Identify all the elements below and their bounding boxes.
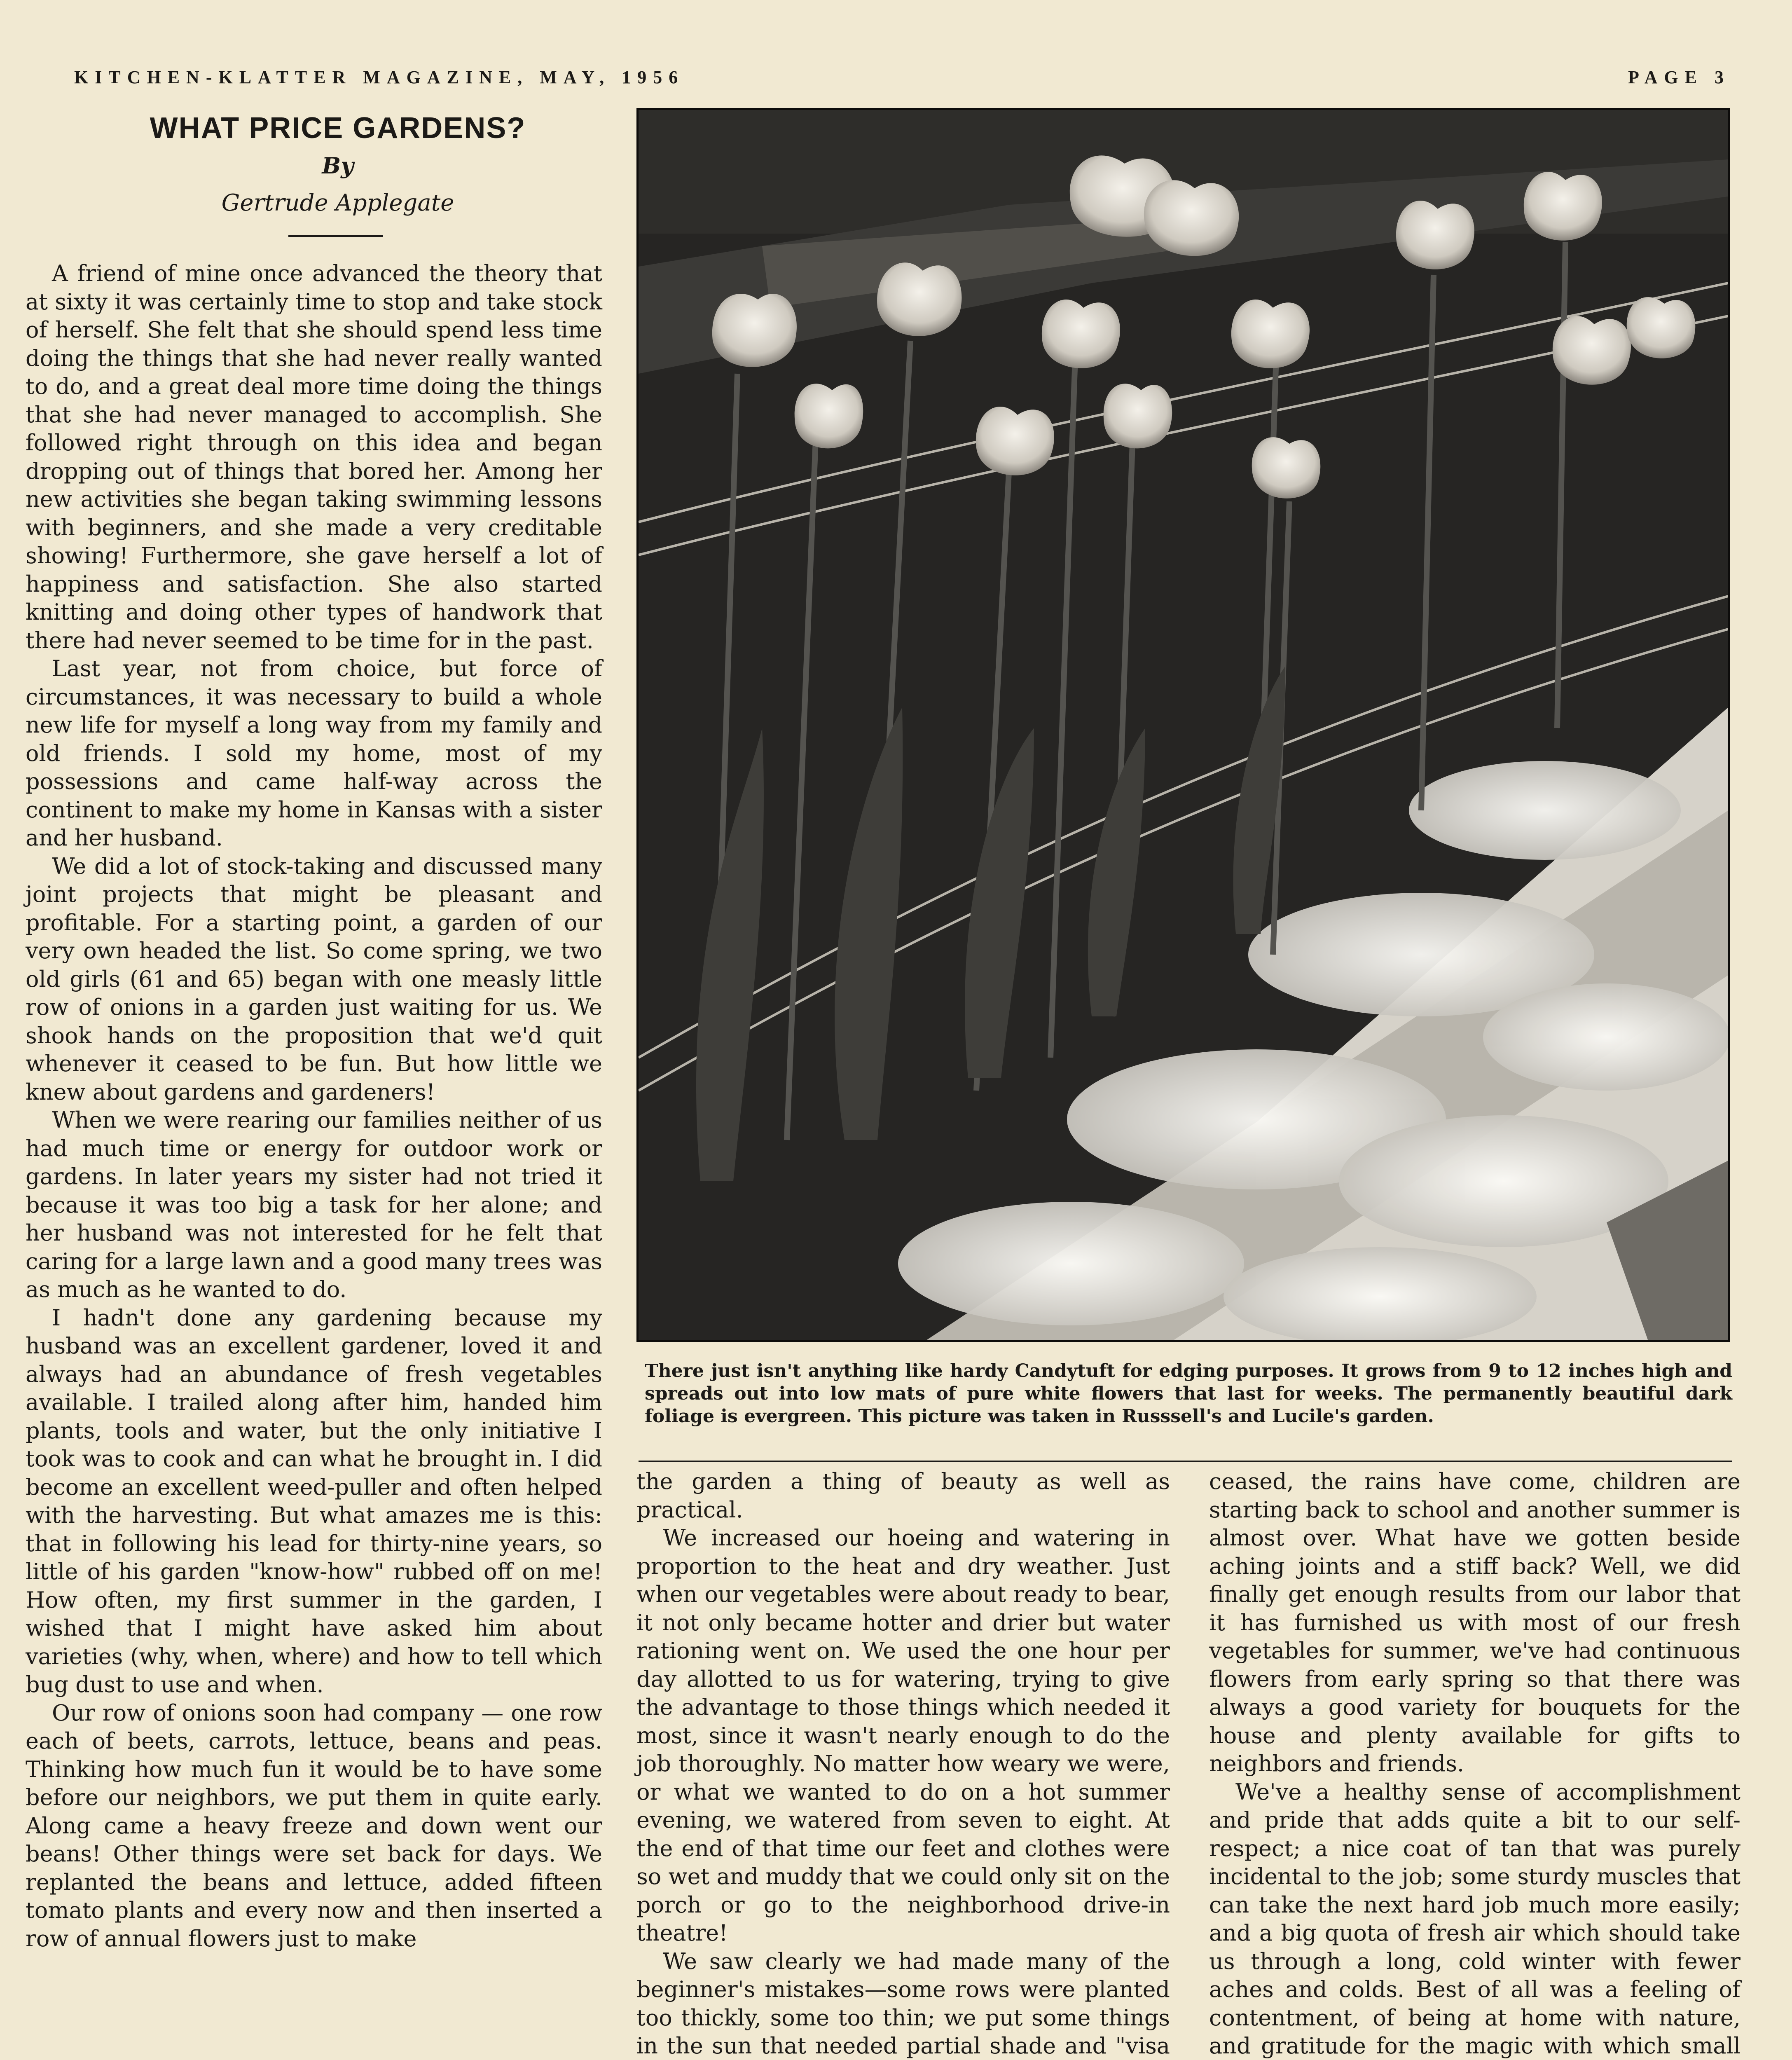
article-column-3 <box>1209 1468 1741 2060</box>
paragraph: Last year, not from choice, but force of circumstances, it was necessary to build a whole new life for myself a long way from my family and old friends. I sold my home, most of my possessions and came half-way across the continent to make my home in Kansas with a sister and her husband. <box>26 655 602 851</box>
paragraph: Our row of onions soon had company — one row each of beets, carrots, lettuce, beans and peas. Thinking how much fun it would be to have some before our neighbors, we put them in quite early. Along came a heavy freeze and down went our beans! Other things were set back for days. We replanted the beans and lettuce, added fifteen tomato plants and every now and then inserted a row of annual flowers just to make <box>26 1700 602 1952</box>
paragraph: ceased, the rains have come, children are starting back to school and another summer is almost over. What have we gotten beside aching joints and a stiff back? Well, we did finally get enough results from our labor that it has furnished us with most of our fresh vegetables for summer, we've had continuous flowers from early spring so that there was always a good variety for bouquets for the house and plenty available for gifts to neighbors and friends. <box>1209 1468 1741 1777</box>
running-head <box>74 67 1730 96</box>
paragraph: the garden a thing of beauty as well as practical. <box>636 1468 1170 1523</box>
paragraph: We did a lot of stock-taking and discussed many joint projects that might be pleasant and profitable. For a starting point, a garden of our very own headed the list. So come spring, we two old girls (61 and 65) began with one measly little row of onions in a garden just waiting for us. We shook hands on the proposition that we'd quit whenever it ceased to be fun. But how little we knew about gardens and gardeners! <box>26 853 602 1105</box>
paragraph: A friend of mine once advanced the theory that at sixty it was certainly time to stop and take stock of herself. She felt that she should spend less time doing the things that she had never really wanted to do, and a great deal more time doing the things that she had never managed to accomplish. She followed right through on this idea and began dropping out of things that bored her. Among her new activities she began taking swimming lessons with beginners, and she made a very creditable showing! Furthermore, she gave herself a lot of happiness and satisfaction. She also started knitting and doing other types of handwork that there had never seemed to be time for in the past. <box>26 260 602 653</box>
page-number: PAGE 3 <box>1628 67 1730 87</box>
tulips-candytuft-illustration <box>639 110 1728 1340</box>
byline-label: By <box>322 152 354 179</box>
article-author: Gertrude Applegate <box>221 190 454 216</box>
paragraph: I hadn't done any gardening because my husband was an excellent gardener, loved it and always had an abundance of fresh vegetables available. I trailed along after him, handed him plants, tools and water, but the only initiative I took was to cook and can what he brought in. I did become an excellent weed-puller and often helped with the harvesting. But what amazes me is this: that in following his lead for thirty-nine years, so little of his garden "know-how" rubbed off on me! How often, my first summer in the garden, I wished that I might have asked him about varieties (why, when, where) and how to tell which bug dust to use and when. <box>26 1304 602 1697</box>
paragraph: When we were rearing our families neither of us had much time or energy for outdoor work or gardens. In later years my sister had not tried it because it was too big a task for her alone; and her husband was not interested for he felt that caring for a large lawn and a good many trees was as much as he wanted to do. <box>26 1107 602 1302</box>
caption-divider <box>639 1461 1732 1462</box>
magazine-header: KITCHEN-KLATTER MAGAZINE, MAY, 1956 <box>74 67 685 87</box>
paragraph: We've a healthy sense of accomplishment and pride that adds quite a bit to our self-respect; a nice coat of tan that was purely incidental to the job; some sturdy muscles that can take the next hard job much more easily; and a big quota of fresh air which should take us through a long, cold winter with fewer aches and colds. Best of all was a feeling of contentment, of being at home with nature, and gratitude for the magic with which small <box>1209 1779 1741 2059</box>
photo-caption: There just isn't anything like hardy Candytuft for edging purposes. It grows from 9 to 12 inches high and spreads out into low mats of pure white flowers that last for weeks. The permanently beautiful dark foliage is evergreen. This picture was taken in Russsell's and Lucile's garden. <box>645 1360 1732 1427</box>
title-divider <box>288 235 383 237</box>
article-title: WHAT PRICE GARDENS? <box>150 112 526 145</box>
paragraph: We increased our hoeing and watering in proportion to the heat and dry weather. Just when our vegetables were about ready to bear, it not only became hotter and drier but water rationing went on. We used the one hour per day allotted to us for watering, trying to give the advantage to those things which needed it most, since it wasn't nearly enough to do the job thoroughly. No matter how weary we were, or what we wanted to do on a hot summer evening, we watered from seven to eight. At the end of that time our feet and clothes were so wet and muddy that we could only sit on the porch or go to the neighborhood drive-in theatre! <box>636 1525 1170 1946</box>
article-column-1 <box>26 260 602 1953</box>
paragraph: We saw clearly we had made many of the beginner's mistakes—some rows were planted too thickly, some too thin; we put some things in the sun that needed partial shade and "visa <box>636 1948 1170 2059</box>
garden-photo <box>636 108 1730 1342</box>
article-column-2 <box>636 1468 1170 2060</box>
